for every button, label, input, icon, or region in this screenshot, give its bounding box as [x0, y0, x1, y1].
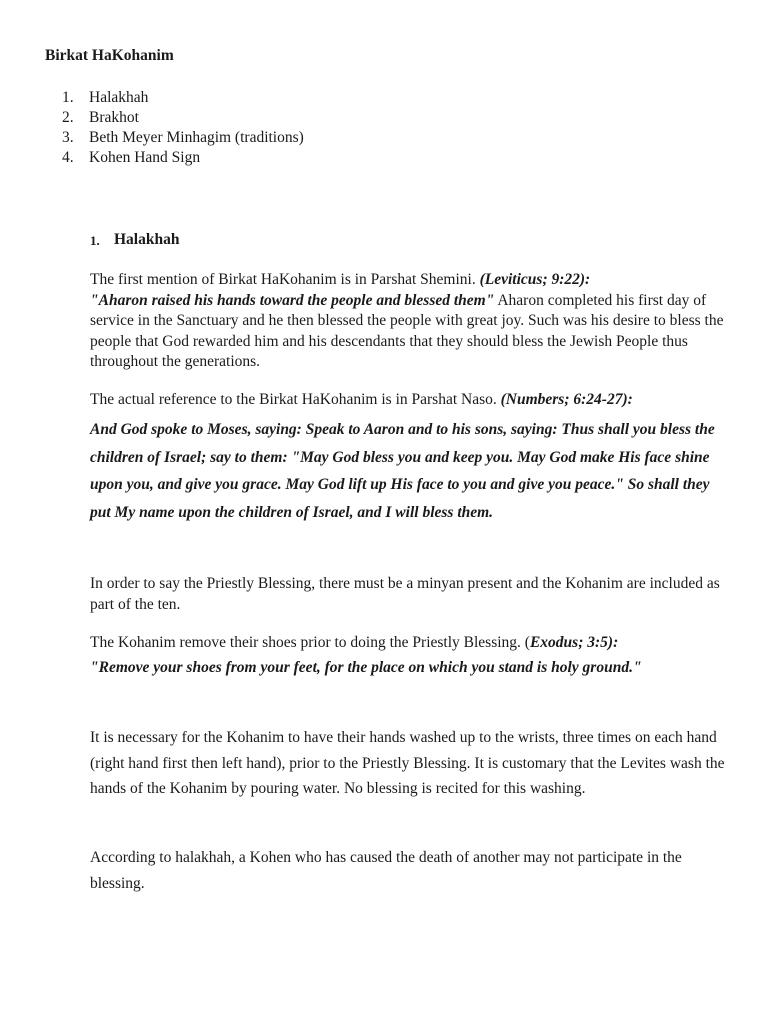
paragraph-handwashing: It is necessary for the Kohanim to have their hands washed up to the wrists, three times on each hand (right hand first then left hand), prior to the Priestly Blessing. It is customary that the Levites wash the hands of the Kohanim by pouring water. No blessing is recited for this washing. [90, 729, 725, 797]
toc-item [62, 88, 304, 108]
paragraph-naso [90, 390, 730, 411]
section-title: Halakhah [114, 231, 180, 248]
toc-item-label: Beth Meyer Minhagim (traditions) [89, 129, 304, 146]
scripture-reference: (Numbers; 6:24-27): [500, 391, 633, 408]
section-number: 1. [90, 233, 100, 248]
table-of-contents [62, 88, 304, 168]
toc-item-number: 3. [62, 129, 74, 146]
toc-item-number: 2. [62, 109, 74, 126]
scripture-quote: "Remove your shoes from your feet, for the place on which you stand is holy ground." [90, 659, 642, 676]
toc-item [62, 148, 304, 168]
toc-item-label: Brakhot [89, 109, 139, 126]
scripture-quote-block: And God spoke to Moses, saying: Speak to Aaron and to his sons, saying: Thus shall you bless the children of Israel; say to them: "May God bless you and keep you. May God make His face shine upon you, and give you grace. May God lift up His face to you and give you peace." So shall they put My name upon the children of Israel, and I will bless them. [90, 421, 715, 521]
toc-item [62, 108, 304, 128]
toc-item-number: 1. [62, 89, 74, 106]
paragraph-text: The Kohanim remove their shoes prior to doing the Priestly Blessing. ( [90, 634, 530, 651]
paragraph-text: Aharon completed his first day of service in the Sanctuary and he then blessed the people with great joy. Such was his desire to bless the people that God rewarded him and his descendants that they should bless the Jewish People thus throughout the generations. [90, 291, 724, 370]
section-heading [90, 231, 179, 250]
paragraph-minyan: In order to say the Priestly Blessing, there must be a minyan present and the Kohanim are included as part of the ten. [90, 575, 720, 613]
paragraph-text: The first mention of Birkat HaKohanim is in Parshat Shemini. [90, 271, 480, 288]
paragraph-shemini [90, 270, 730, 373]
scripture-quote: "Aharon raised his hands toward the people and blessed them" [90, 291, 495, 309]
toc-item [62, 128, 304, 148]
document-title: Birkat HaKohanim [45, 47, 174, 64]
paragraph-text: The actual reference to the Birkat HaKohanim is in Parshat Naso. [90, 391, 501, 408]
paragraph-shoes [90, 630, 730, 680]
scripture-reference: (Leviticus; 9:22): [479, 271, 591, 288]
toc-item-label: Halakhah [89, 89, 149, 106]
scripture-reference: Exodus; 3:5): [529, 634, 619, 651]
toc-item-label: Kohen Hand Sign [89, 149, 201, 166]
toc-item-number: 4. [62, 149, 74, 166]
paragraph-kohen-restriction: According to halakhah, a Kohen who has caused the death of another may not participate in the blessing. [90, 849, 682, 892]
